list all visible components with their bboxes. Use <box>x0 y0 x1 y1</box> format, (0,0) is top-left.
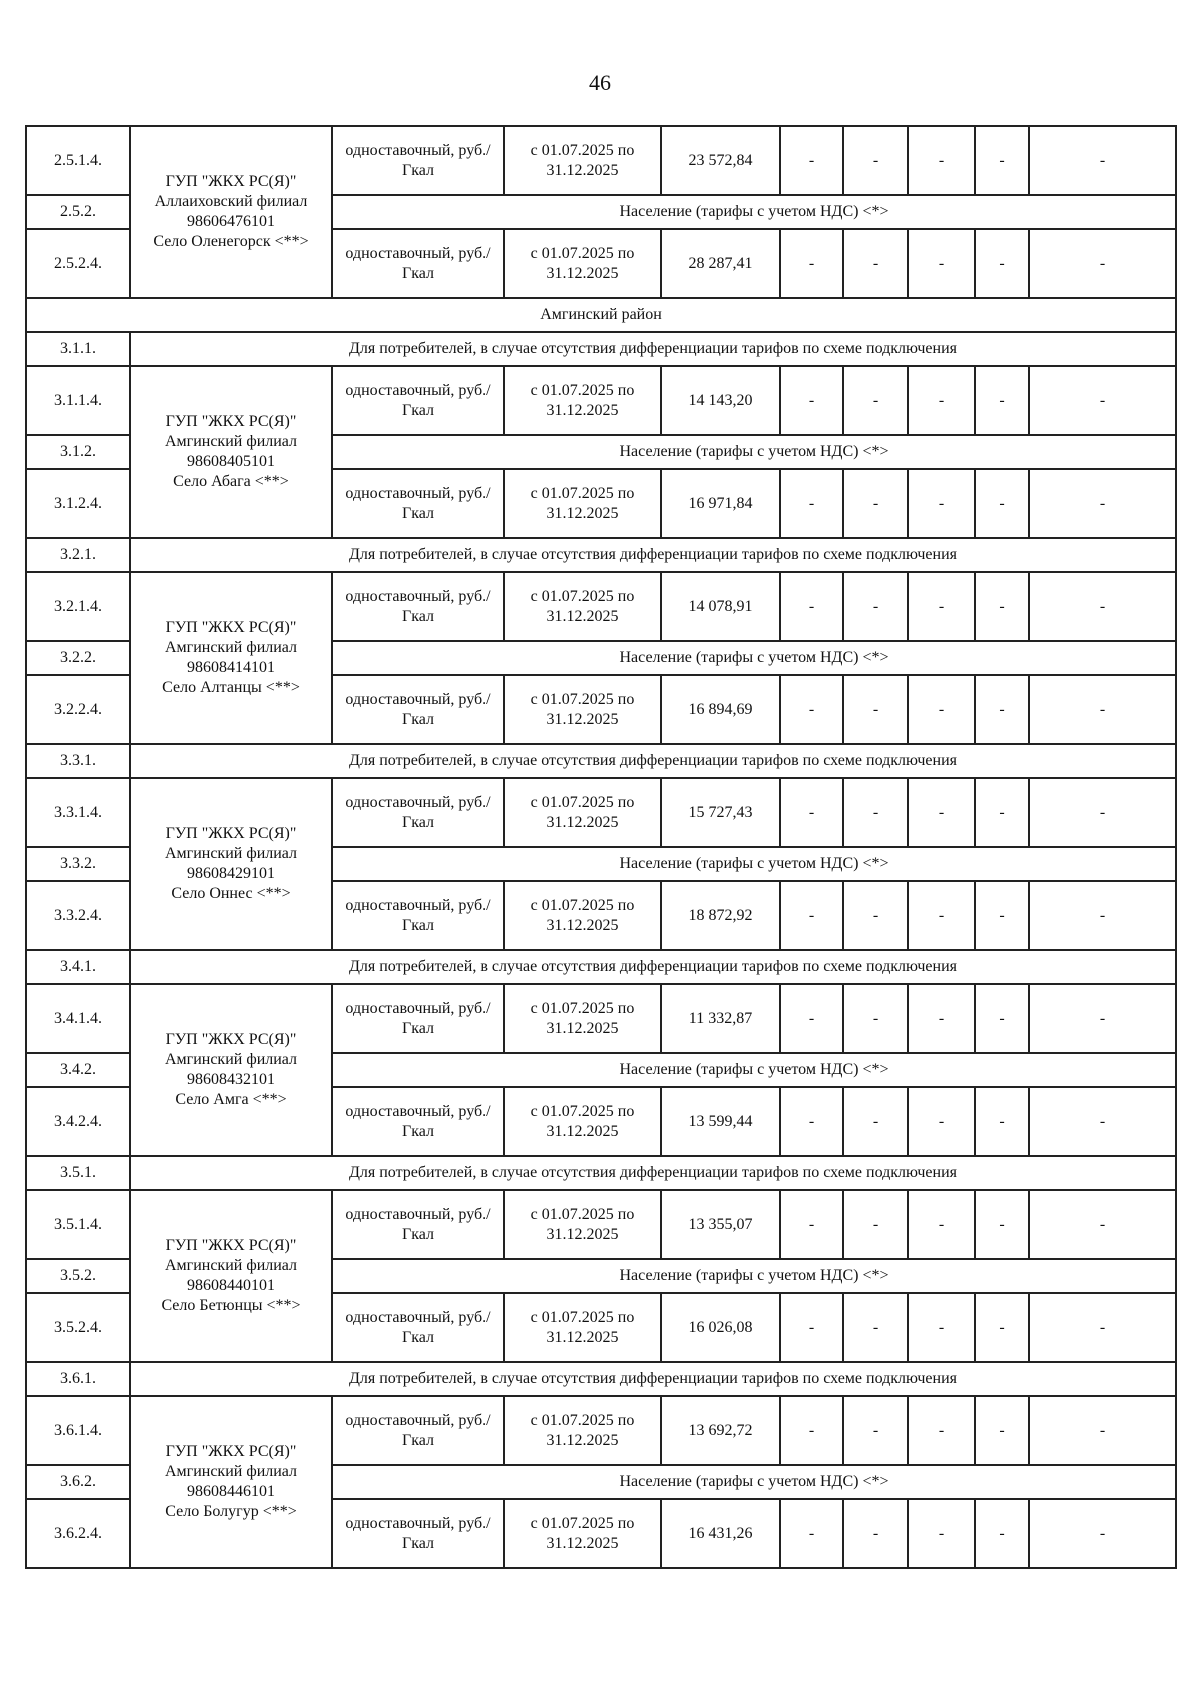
empty-value: - <box>780 778 843 847</box>
validity-period: с 01.07.2025 по 31.12.2025 <box>504 229 661 298</box>
empty-value: - <box>908 881 975 950</box>
consumer-category: Для потребителей, в случае отсутствия дифференциации тарифов по схеме подключения <box>130 950 1176 984</box>
empty-value: - <box>908 572 975 641</box>
empty-value: - <box>843 1499 908 1568</box>
validity-period: с 01.07.2025 по 31.12.2025 <box>504 881 661 950</box>
empty-value: - <box>975 1499 1029 1568</box>
empty-value: - <box>843 1190 908 1259</box>
empty-value: - <box>1029 229 1176 298</box>
empty-value: - <box>780 572 843 641</box>
validity-period: с 01.07.2025 по 31.12.2025 <box>504 366 661 435</box>
table-row <box>26 1362 1176 1396</box>
consumer-category: Население (тарифы с учетом НДС) <*> <box>332 641 1176 675</box>
row-code: 3.6.2. <box>26 1465 130 1499</box>
row-code: 3.1.2.4. <box>26 469 130 538</box>
row-code: 3.5.1.4. <box>26 1190 130 1259</box>
consumer-category: Для потребителей, в случае отсутствия дифференциации тарифов по схеме подключения <box>130 538 1176 572</box>
tariff-value: 13 355,07 <box>661 1190 780 1259</box>
empty-value: - <box>908 229 975 298</box>
empty-value: - <box>975 675 1029 744</box>
table-row <box>26 538 1176 572</box>
row-code: 2.5.2. <box>26 195 130 229</box>
empty-value: - <box>908 1190 975 1259</box>
consumer-category: Для потребителей, в случае отсутствия дифференциации тарифов по схеме подключения <box>130 744 1176 778</box>
tariff-value: 16 431,26 <box>661 1499 780 1568</box>
empty-value: - <box>908 675 975 744</box>
empty-value: - <box>780 675 843 744</box>
rate-type: одноставочный, руб./Гкал <box>332 675 504 744</box>
empty-value: - <box>908 1087 975 1156</box>
row-code: 3.4.2.4. <box>26 1087 130 1156</box>
rate-type: одноставочный, руб./Гкал <box>332 1396 504 1465</box>
empty-value: - <box>780 469 843 538</box>
table-row <box>26 984 1176 1053</box>
organization-cell: ГУП "ЖКХ РС(Я)" Амгинский филиал 98608429101 Село Оннес <**> <box>130 778 332 950</box>
empty-value: - <box>908 1396 975 1465</box>
row-code: 3.3.2.4. <box>26 881 130 950</box>
consumer-category: Для потребителей, в случае отсутствия дифференциации тарифов по схеме подключения <box>130 332 1176 366</box>
rate-type: одноставочный, руб./Гкал <box>332 984 504 1053</box>
tariff-value: 11 332,87 <box>661 984 780 1053</box>
row-code: 3.4.2. <box>26 1053 130 1087</box>
validity-period: с 01.07.2025 по 31.12.2025 <box>504 1293 661 1362</box>
validity-period: с 01.07.2025 по 31.12.2025 <box>504 778 661 847</box>
empty-value: - <box>780 984 843 1053</box>
empty-value: - <box>1029 984 1176 1053</box>
row-code: 2.5.1.4. <box>26 126 130 195</box>
empty-value: - <box>843 572 908 641</box>
empty-value: - <box>908 469 975 538</box>
empty-value: - <box>908 366 975 435</box>
empty-value: - <box>843 126 908 195</box>
empty-value: - <box>843 778 908 847</box>
row-code: 2.5.2.4. <box>26 229 130 298</box>
empty-value: - <box>975 366 1029 435</box>
row-code: 3.5.2. <box>26 1259 130 1293</box>
validity-period: с 01.07.2025 по 31.12.2025 <box>504 675 661 744</box>
page-number: 46 <box>589 70 611 95</box>
rate-type: одноставочный, руб./Гкал <box>332 1499 504 1568</box>
empty-value: - <box>1029 126 1176 195</box>
validity-period: с 01.07.2025 по 31.12.2025 <box>504 126 661 195</box>
row-code: 3.4.1.4. <box>26 984 130 1053</box>
empty-value: - <box>843 229 908 298</box>
row-code: 3.1.2. <box>26 435 130 469</box>
row-code: 3.5.1. <box>26 1156 130 1190</box>
tariff-value: 16 971,84 <box>661 469 780 538</box>
row-code: 3.5.2.4. <box>26 1293 130 1362</box>
consumer-category: Население (тарифы с учетом НДС) <*> <box>332 1259 1176 1293</box>
row-code: 3.3.1. <box>26 744 130 778</box>
empty-value: - <box>843 469 908 538</box>
empty-value: - <box>780 1190 843 1259</box>
empty-value: - <box>843 1293 908 1362</box>
consumer-category: Для потребителей, в случае отсутствия дифференциации тарифов по схеме подключения <box>130 1156 1176 1190</box>
empty-value: - <box>1029 572 1176 641</box>
row-code: 3.2.1. <box>26 538 130 572</box>
table-row <box>26 1156 1176 1190</box>
empty-value: - <box>780 1087 843 1156</box>
empty-value: - <box>780 1293 843 1362</box>
district-heading: Амгинский район <box>26 298 1176 332</box>
empty-value: - <box>975 778 1029 847</box>
tariff-value: 15 727,43 <box>661 778 780 847</box>
validity-period: с 01.07.2025 по 31.12.2025 <box>504 1499 661 1568</box>
validity-period: с 01.07.2025 по 31.12.2025 <box>504 1190 661 1259</box>
table-row <box>26 126 1176 195</box>
consumer-category: Для потребителей, в случае отсутствия дифференциации тарифов по схеме подключения <box>130 1362 1176 1396</box>
empty-value: - <box>780 126 843 195</box>
rate-type: одноставочный, руб./Гкал <box>332 778 504 847</box>
rate-type: одноставочный, руб./Гкал <box>332 229 504 298</box>
validity-period: с 01.07.2025 по 31.12.2025 <box>504 1396 661 1465</box>
row-code: 3.2.1.4. <box>26 572 130 641</box>
empty-value: - <box>975 229 1029 298</box>
row-code: 3.2.2. <box>26 641 130 675</box>
empty-value: - <box>1029 1499 1176 1568</box>
row-code: 3.1.1. <box>26 332 130 366</box>
row-code: 3.6.1.4. <box>26 1396 130 1465</box>
empty-value: - <box>908 126 975 195</box>
tariff-value: 13 692,72 <box>661 1396 780 1465</box>
table-row <box>26 366 1176 435</box>
empty-value: - <box>975 469 1029 538</box>
consumer-category: Население (тарифы с учетом НДС) <*> <box>332 195 1176 229</box>
empty-value: - <box>843 881 908 950</box>
empty-value: - <box>908 1293 975 1362</box>
empty-value: - <box>1029 469 1176 538</box>
validity-period: с 01.07.2025 по 31.12.2025 <box>504 984 661 1053</box>
rate-type: одноставочный, руб./Гкал <box>332 881 504 950</box>
row-code: 3.3.1.4. <box>26 778 130 847</box>
empty-value: - <box>780 1396 843 1465</box>
tariff-value: 16 026,08 <box>661 1293 780 1362</box>
tariff-value: 23 572,84 <box>661 126 780 195</box>
rate-type: одноставочный, руб./Гкал <box>332 1190 504 1259</box>
empty-value: - <box>780 881 843 950</box>
empty-value: - <box>843 366 908 435</box>
empty-value: - <box>975 126 1029 195</box>
empty-value: - <box>908 984 975 1053</box>
tariff-value: 28 287,41 <box>661 229 780 298</box>
row-code: 3.2.2.4. <box>26 675 130 744</box>
row-code: 3.1.1.4. <box>26 366 130 435</box>
row-code: 3.6.1. <box>26 1362 130 1396</box>
empty-value: - <box>1029 778 1176 847</box>
empty-value: - <box>843 675 908 744</box>
organization-cell: ГУП "ЖКХ РС(Я)" Аллаиховский филиал 98606476101 Село Оленегорск <**> <box>130 126 332 298</box>
empty-value: - <box>1029 1190 1176 1259</box>
empty-value: - <box>975 1190 1029 1259</box>
tariff-value: 18 872,92 <box>661 881 780 950</box>
rate-type: одноставочный, руб./Гкал <box>332 1087 504 1156</box>
rate-type: одноставочный, руб./Гкал <box>332 469 504 538</box>
table-row <box>26 950 1176 984</box>
district-row <box>26 298 1176 332</box>
rate-type: одноставочный, руб./Гкал <box>332 366 504 435</box>
tariff-value: 14 143,20 <box>661 366 780 435</box>
empty-value: - <box>1029 881 1176 950</box>
table-row <box>26 1396 1176 1465</box>
organization-cell: ГУП "ЖКХ РС(Я)" Амгинский филиал 98608432101 Село Амга <**> <box>130 984 332 1156</box>
empty-value: - <box>843 1087 908 1156</box>
empty-value: - <box>975 984 1029 1053</box>
empty-value: - <box>843 1396 908 1465</box>
empty-value: - <box>1029 1087 1176 1156</box>
tariff-value: 13 599,44 <box>661 1087 780 1156</box>
empty-value: - <box>975 881 1029 950</box>
consumer-category: Население (тарифы с учетом НДС) <*> <box>332 1465 1176 1499</box>
rate-type: одноставочный, руб./Гкал <box>332 572 504 641</box>
empty-value: - <box>975 572 1029 641</box>
empty-value: - <box>843 984 908 1053</box>
empty-value: - <box>975 1293 1029 1362</box>
table-row <box>26 572 1176 641</box>
row-code: 3.4.1. <box>26 950 130 984</box>
organization-cell: ГУП "ЖКХ РС(Я)" Амгинский филиал 98608446101 Село Болугур <**> <box>130 1396 332 1568</box>
consumer-category: Население (тарифы с учетом НДС) <*> <box>332 435 1176 469</box>
empty-value: - <box>780 366 843 435</box>
tariff-value: 14 078,91 <box>661 572 780 641</box>
empty-value: - <box>1029 1293 1176 1362</box>
organization-cell: ГУП "ЖКХ РС(Я)" Амгинский филиал 98608440101 Село Бетюнцы <**> <box>130 1190 332 1362</box>
consumer-category: Население (тарифы с учетом НДС) <*> <box>332 847 1176 881</box>
empty-value: - <box>975 1396 1029 1465</box>
validity-period: с 01.07.2025 по 31.12.2025 <box>504 1087 661 1156</box>
table-row <box>26 778 1176 847</box>
table-row <box>26 744 1176 778</box>
empty-value: - <box>1029 1396 1176 1465</box>
table-row <box>26 332 1176 366</box>
tariff-value: 16 894,69 <box>661 675 780 744</box>
empty-value: - <box>908 778 975 847</box>
validity-period: с 01.07.2025 по 31.12.2025 <box>504 469 661 538</box>
empty-value: - <box>780 1499 843 1568</box>
empty-value: - <box>975 1087 1029 1156</box>
tariff-table <box>25 125 1177 1569</box>
validity-period: с 01.07.2025 по 31.12.2025 <box>504 572 661 641</box>
empty-value: - <box>780 229 843 298</box>
empty-value: - <box>908 1499 975 1568</box>
rate-type: одноставочный, руб./Гкал <box>332 126 504 195</box>
row-code: 3.6.2.4. <box>26 1499 130 1568</box>
organization-cell: ГУП "ЖКХ РС(Я)" Амгинский филиал 98608414101 Село Алтанцы <**> <box>130 572 332 744</box>
organization-cell: ГУП "ЖКХ РС(Я)" Амгинский филиал 98608405101 Село Абага <**> <box>130 366 332 538</box>
rate-type: одноставочный, руб./Гкал <box>332 1293 504 1362</box>
table-row <box>26 1190 1176 1259</box>
empty-value: - <box>1029 675 1176 744</box>
empty-value: - <box>1029 366 1176 435</box>
row-code: 3.3.2. <box>26 847 130 881</box>
consumer-category: Население (тарифы с учетом НДС) <*> <box>332 1053 1176 1087</box>
